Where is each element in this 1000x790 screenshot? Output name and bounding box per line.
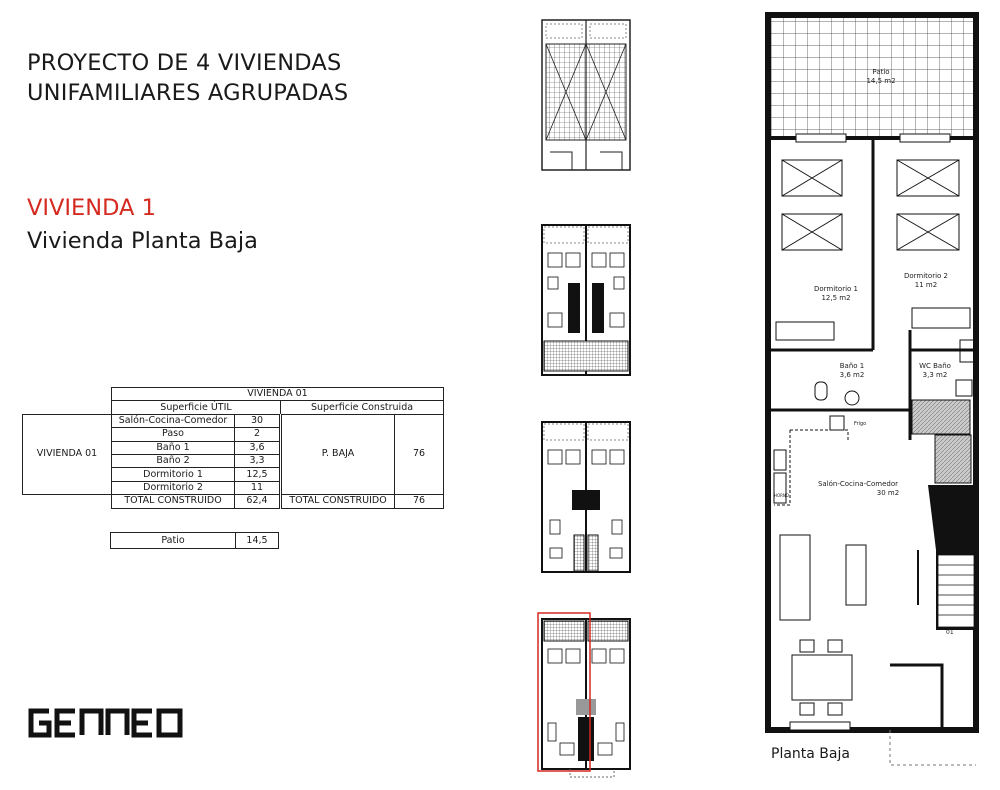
patio-room-area: 14,5 m2 — [866, 77, 896, 85]
floor-label: P. BAJA — [281, 414, 395, 494]
row-label: VIVIENDA 01 — [23, 414, 112, 494]
patio-room-name: Patio — [872, 68, 890, 76]
dorm1-area: 12,5 m2 — [821, 294, 851, 302]
patio-table — [110, 532, 279, 549]
patio-value: 14,5 — [236, 533, 279, 549]
genneo-logo — [27, 706, 187, 740]
area-table — [22, 387, 444, 509]
project-title-line-1: PROYECTO DE 4 VIVIENDAS — [27, 50, 342, 76]
wc-name: WC Baño — [919, 362, 951, 370]
vivienda-type: Vivienda Planta Baja — [27, 228, 258, 254]
stair-number: 01 — [946, 629, 954, 636]
room-name: Dormitorio 2 — [112, 481, 235, 494]
wc-area: 3,3 m2 — [922, 371, 948, 379]
room-name: Baño 1 — [112, 441, 235, 454]
total-util-label: TOTAL CONSTRUIDO — [112, 495, 235, 508]
total-util-value: 62,4 — [235, 495, 281, 508]
thumb-roof-plan — [542, 20, 630, 170]
bed-icon — [782, 160, 959, 250]
horno-label: HORNO — [774, 493, 790, 498]
patio-label: Patio — [111, 533, 236, 549]
room-area: 30 — [235, 414, 281, 427]
project-title-line-2: UNIFAMILIARES AGRUPADAS — [27, 80, 349, 106]
dorm2-area: 11 m2 — [914, 281, 938, 289]
bano1-area: 3,6 m2 — [839, 371, 865, 379]
salon-name: Salón-Cocina-Comedor — [817, 480, 899, 488]
total-construido-value: 76 — [395, 495, 444, 508]
vivienda-label: VIVIENDA 1 — [27, 195, 156, 221]
room-area: 12,5 — [235, 468, 281, 481]
room-name: Dormitorio 1 — [112, 468, 235, 481]
util-header: Superficie ÚTIL — [112, 401, 281, 414]
thumb-floor-plan-1 — [542, 225, 630, 375]
room-area: 3,3 — [235, 454, 281, 467]
ground-floor-plan — [760, 10, 990, 770]
floor-value: 76 — [395, 414, 444, 494]
frigo-label: Frigo — [854, 421, 867, 427]
dorm2-name: Dormitorio 2 — [903, 272, 949, 280]
project-title — [27, 48, 348, 108]
plan-caption: Planta Baja — [771, 746, 850, 762]
construida-header: Superficie Construida — [281, 401, 444, 414]
room-name: Paso — [112, 428, 235, 441]
room-name: Baño 2 — [112, 454, 235, 467]
room-area: 2 — [235, 428, 281, 441]
table-title: VIVIENDA 01 — [112, 388, 444, 401]
thumb-floor-plan-2 — [542, 422, 630, 572]
dorm1-name: Dormitorio 1 — [813, 285, 859, 293]
room-area: 11 — [235, 481, 281, 494]
thumbnail-plans — [530, 18, 640, 778]
room-name: Salón-Cocina-Comedor — [112, 414, 235, 427]
bano1-name: Baño 1 — [839, 362, 865, 370]
thumb-ground-plan — [538, 613, 630, 777]
salon-area: 30 m2 — [876, 489, 900, 497]
room-area: 3,6 — [235, 441, 281, 454]
total-construido-label: TOTAL CONSTRUIDO — [281, 495, 395, 508]
